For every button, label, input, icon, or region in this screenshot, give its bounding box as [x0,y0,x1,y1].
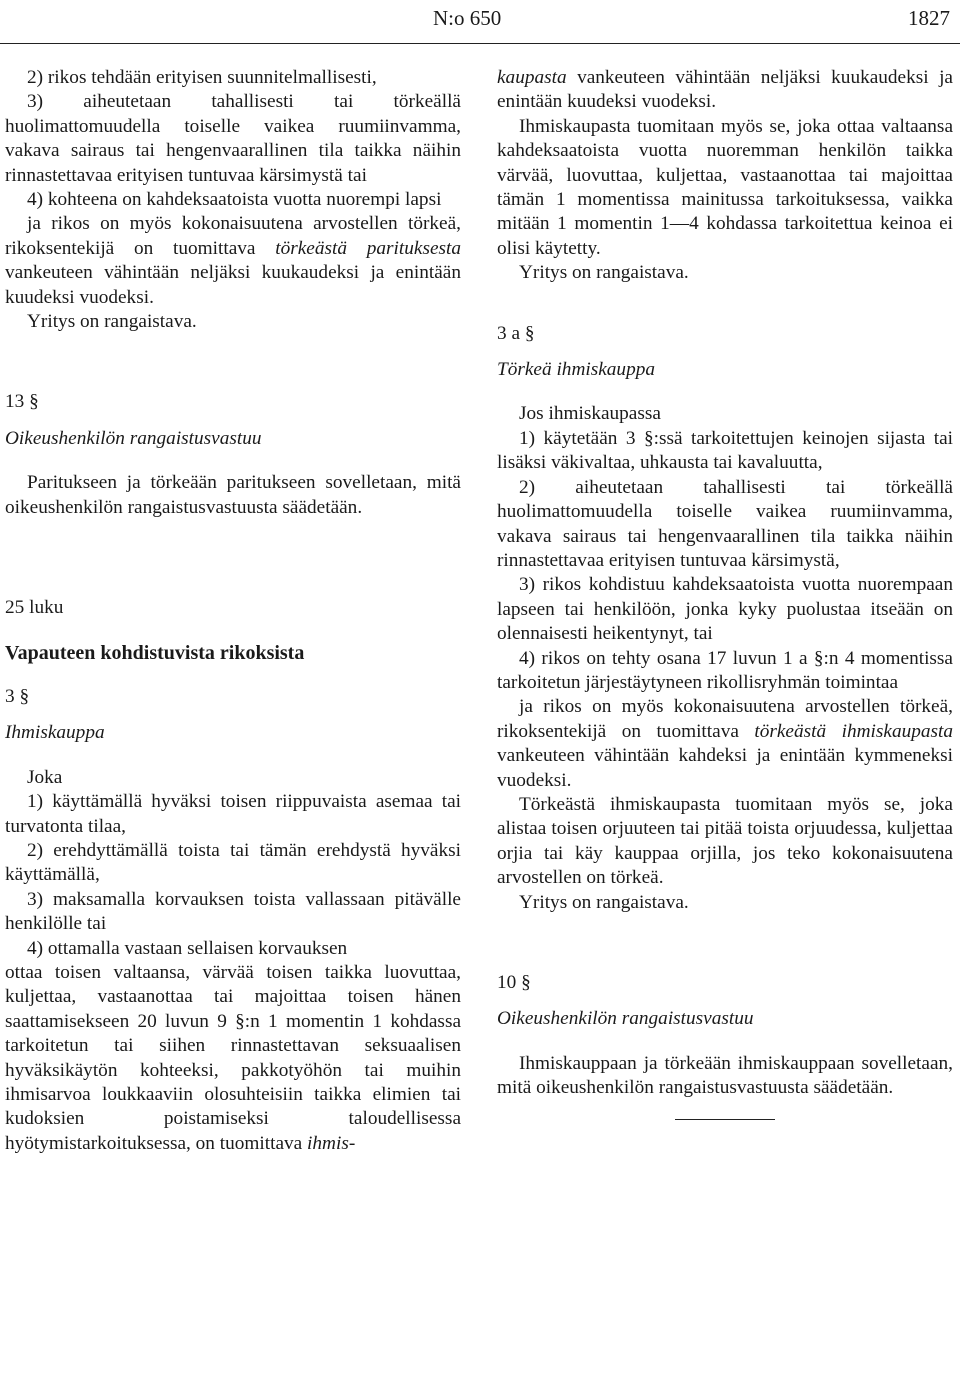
list-item: 4) kohteena on kahdeksaatoista vuotta nuorempi lapsi [27,189,442,211]
paragraph-emphasis: törkeästä ihmiskaupasta [754,720,954,742]
left-column [5,66,461,1156]
paragraph [5,212,461,310]
chapter-number: 25 luku [5,597,64,619]
paragraph: Yritys on rangaistava. [519,891,689,913]
section-title: Törkeä ihmiskauppa [497,359,655,381]
list-item: 3) maksamalla korvauksen toista vallassaan pitävälle henkilölle tai [5,888,461,935]
list-item: 2) erehdyttämällä toista tai tämän erehdystä hyväksi käyttämällä, [5,839,461,886]
paragraph [497,695,953,793]
paragraph-text: vankeuteen vähintään kahdeksi ja enintään kymmeneksi vuodeksi. [497,745,953,791]
paragraph: Yritys on rangaistava. [27,311,197,333]
section-number: 3 § [5,685,30,707]
paragraph [497,66,953,115]
paragraph-emphasis: törkeästä parituksesta [275,237,462,259]
paragraph-text: vankeuteen vähintään neljäksi kuukaudeksi ja enintään kuudeksi vuodeksi. [5,262,461,308]
paragraph: Ihmiskaupasta tuomitaan myös se, joka ottaa valtaansa kahdeksaatoista vuotta nuoremman henkilön taikka värvää, luovuttaa, kuljettaa, vastaanottaa tai majoittaa tämän 1 momentissa mainitussa tarkoituksessa, vaikka mitään 1 momentin 1—4 kohdassa tarkoitettua keinoa ei olisi käytetty. [497,115,953,259]
paragraph: Törkeästä ihmiskaupasta tuomitaan myös se, joka alistaa toisen orjuuteen tai pitää toista orjuudessa, kuljettaa orjia tai käy kauppaa orjilla, jos teko kokonaisuutena arvostellen on törkeä. [497,793,953,889]
list-item: 3) aiheutetaan tahallisesti tai törkeällä huolimattomuudella toiselle vaikea ruumiinvamma, vakava sairaus tai hengenvaarallinen tila taikka näihin rinnastettavaa erityisen tuntuvaa kärsimystä tai [5,91,461,186]
header-rule [0,43,960,44]
paragraph-text: vankeuteen vähintään neljäksi kuukaudeksi ja enintään kuudeksi vuodeksi. [497,67,953,113]
section-number: 10 § [497,972,531,993]
list-item: 1) käytetään 3 §:ssä tarkoitettujen keinojen sijasta tai lisäksi väkivaltaa, uhkausta tai kavaluutta, [497,427,953,474]
chapter-title: Vapauteen kohdistuvista rikoksista [5,641,305,664]
page-number: 1827 [908,6,950,30]
section-title: Ihmiskauppa [5,722,105,744]
end-rule [675,1119,775,1120]
paragraph-emphasis: kaupasta [497,67,567,88]
section-title: Oikeushenkilön rangaistusvastuu [497,1008,754,1030]
paragraph-text: ottaa toisen valtaansa, värvää toisen taikka luovuttaa, kuljettaa, vastaanottaa tai majoittaa toisen hänen saattamisekseen 20 luvun 9 §:n 1 momentin 1 kohdassa tarkoitetun tai siihen rinnastettavan seksuaalisen hyväksikäytön kohteeksi, pakkotyöhön tai muihin ihmisarvoa loukkaaviin olosuhteisiin taikka elimien tai kudoksien poistamiseksi taloudellisessa hyötymistarkoituksessa, on tuomittava [5,961,461,1154]
paragraph: Jos ihmiskaupassa [519,403,661,425]
paragraph [5,961,461,1156]
section-number: 13 § [5,391,39,413]
statute-number: N:o 650 [433,6,502,30]
list-item: 2) aiheutetaan tahallisesti tai törkeällä huolimattomuudella toiselle vaikea ruumiinvamma, vakava sairaus tai hengenvaarallinen tila taikka näihin rinnastettavaa erityisen tuntuvaa kärsimystä, [497,476,953,571]
list-item: 1) käyttämällä hyväksi toisen riippuvaista asemaa tai turvatonta tilaa, [5,791,461,837]
paragraph-text: ja rikos on myös kokonaisuutena arvostellen törkeä, rikoksentekijä on tuomittava [497,696,953,742]
section-number: 3 a § [497,322,535,344]
paragraph-emphasis: ihmis- [307,1132,356,1154]
list-item: 2) rikos tehdään erityisen suunnitelmallisesti, [27,67,377,88]
paragraph: Paritukseen ja törkeään paritukseen sovelletaan, mitä oikeushenkilön rangaistusvastuusta säädetään. [5,472,461,518]
section-title: Oikeushenkilön rangaistusvastuu [5,427,262,449]
paragraph: Yritys on rangaistava. [519,262,689,284]
list-item: 3) rikos kohdistuu kahdeksaatoista vuotta nuorempaan lapseen tai henkilöön, jonka kyky puolustaa itseään on olennaisesti heikentynyt, tai [497,574,953,645]
right-column [497,66,953,1120]
paragraph: Ihmiskauppaan ja törkeään ihmiskauppaan sovelletaan, mitä oikeushenkilön rangaistusvastuusta säädetään. [497,1052,953,1099]
page-header [0,6,960,36]
paragraph: Joka [27,766,63,788]
list-item: 4) ottamalla vastaan sellaisen korvauksen [27,937,348,959]
list-item: 4) rikos on tehty osana 17 luvun 1 a §:n 4 momentissa tarkoitetun järjestäytyneen rikollisryhmän toimintaa [497,647,953,693]
paragraph-text: ja rikos on myös kokonaisuutena arvostellen törkeä, rikoksentekijä on tuomittava [5,213,461,259]
